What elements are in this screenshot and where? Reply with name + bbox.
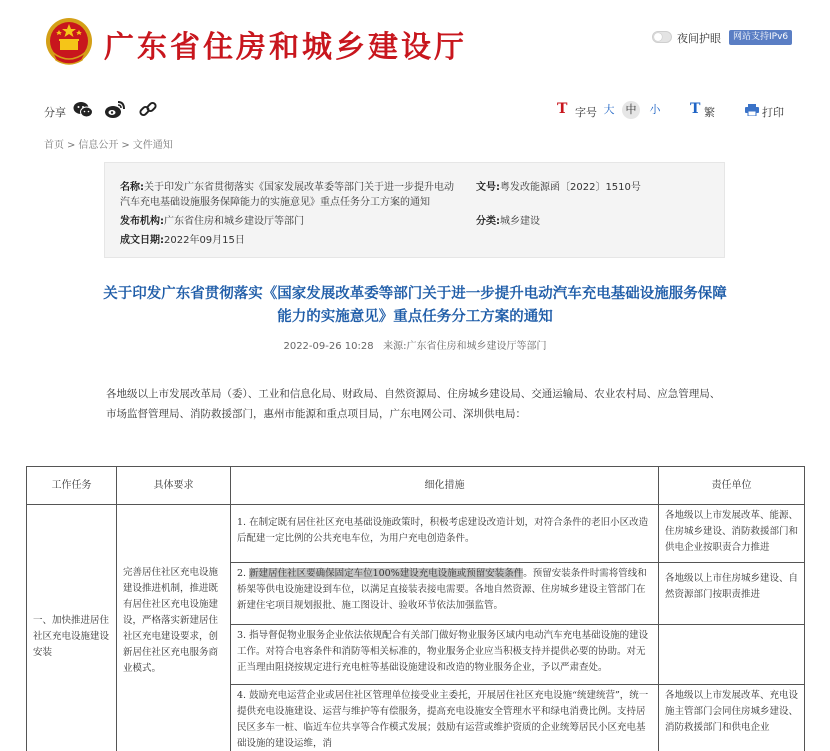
meta-category-value: 城乡建设 [500,216,540,227]
meta-org-label: 发布机构: [120,216,164,227]
meta-name [120,180,456,210]
weibo-icon[interactable] [104,100,126,120]
source-label: 来源: [383,341,407,352]
breadcrumb [44,136,173,151]
table-unit-cell: 各地级以上市发展改革、充电设施主管部门会同住房城乡建设、消防救援部门和供电企业 [659,685,805,751]
table-measure-row: 4. 鼓励充电运营企业或居住社区管理单位接受业主委托，开展居住社区充电设施“统建统营”，统一提供充电设施建设、运营与维护等有偿服务，提高充电设施安全管理水平和绿电消费比例。支持居民区多车一桩、临近车位共享等合作模式发展；鼓励有运营或维护资质的企业统筹居民小区充电基础设施的建设运维，消 [231,685,659,751]
ipv6-badge: 网站支持IPv6 [729,30,792,45]
table-task-cell: 一、加快推进居住社区充电设施建设安装 [27,505,117,751]
publish-time: 2022-09-26 10:28 [283,341,374,352]
breadcrumb-separator: > [67,140,76,151]
breadcrumb-info-public[interactable]: 信息公开 [78,140,119,151]
wechat-icon[interactable] [72,100,94,120]
font-size-large-button[interactable]: 大 [603,103,615,116]
meta-name-value: 关于印发广东省贯彻落实《国家发展改革委等部门关于进一步提升电动汽车充电基础设施服务保障能力的实施意见》重点任务分工方案的通知 [120,182,454,208]
print-button[interactable]: 打印 [762,106,784,119]
traditional-chinese-button[interactable]: 繁 [704,106,715,119]
meta-docno-label: 文号: [476,182,500,193]
article-title: 关于印发广东省贯彻落实《国家发展改革委等部门关于进一步提升电动汽车充电基础设施服务保障能力的实施意见》重点任务分工方案的通知 [103,286,727,325]
breadcrumb-separator: > [121,140,130,151]
task-table-image [26,466,805,751]
meta-org [120,214,304,229]
table-header-requirement: 具体要求 [117,467,231,505]
eye-care-toggle[interactable] [652,31,672,43]
meta-docno-value: 粤发改能源函〔2022〕1510号 [500,182,641,193]
measure-prefix: 2. [237,568,250,579]
table-unit-cell [659,625,805,685]
meta-category-label: 分类: [476,216,500,227]
table-measure-row [231,563,659,625]
article-toolbar [0,96,830,126]
table-unit-cell: 各地级以上市发展改革、能源、住房城乡建设、消防救援部门和供电企业按职责合力推进 [659,505,805,563]
table-requirement-cell: 完善居住社区充电设施建设推进机制，推进既有居住社区充电设施建设，严格落实新建居住社区充电建设要求，创新居住社区充电服务商业模式。 [117,505,231,751]
share-label: 分享 [44,106,66,119]
print-icon[interactable] [745,104,759,116]
font-size-small-button[interactable]: 小 [649,103,661,116]
meta-date [120,233,245,248]
table-measure-row: 1. 在制定既有居住社区充电基础设施政策时，积极考虑建设改造计划，对符合条件的老旧小区改造后配建一定比例的公共充电车位，为用户充电创造条件。 [231,505,659,563]
highlighted-text: 新建居住社区要确保固定车位100%建设充电设施或预留安装条件 [249,568,524,579]
site-header [0,0,830,88]
national-emblem-icon [44,16,94,68]
table-unit-cell: 各地级以上市住房城乡建设、自然资源部门按职责推进 [659,563,805,625]
font-size-medium-button[interactable]: 中 [622,101,640,119]
table-header-measures: 细化措施 [231,467,659,505]
article-body: 各地级以上市发展改革局（委）、工业和信息化局、财政局、自然资源局、住房城乡建设局、交通运输局、农业农村局、应急管理局、市场监督管理局、消防救援部门，惠州市能源和重点项目局，广东电网公司、深圳供电局： [106,388,721,420]
measure-rest: 。预留安装条件时需将管线和桥架等供电设施建设到车位，以满足直接装表接电需要。各地自然资源、住房城乡建设主管部门在新建住宅项目规划报批、施工图设计、验收环节依法加强监管。 [237,568,647,611]
meta-name-label: 名称: [120,182,144,193]
site-title[interactable]: 广东省住房和城乡建设厅 [104,30,467,65]
link-icon[interactable] [137,100,159,120]
traditional-chinese-icon[interactable]: T [690,101,701,117]
meta-date-label: 成文日期: [120,235,164,246]
table-header-unit: 责任单位 [659,467,805,505]
meta-date-value: 2022年09月15日 [164,235,245,246]
breadcrumb-file-notice[interactable]: 文件通知 [132,140,173,151]
breadcrumb-home[interactable]: 首页 [44,140,64,151]
meta-category [476,214,540,229]
source-value: 广东省住房和城乡建设厅等部门 [406,341,547,352]
font-size-label: 字号 [575,106,597,119]
eye-care-label[interactable]: 夜间护眼 [677,32,721,45]
table-header-task: 工作任务 [27,467,117,505]
meta-docno [476,180,641,195]
table-measure-row: 3. 指导督促物业服务企业依法依规配合有关部门做好物业服务区域内电动汽车充电基础设施的建设工作。对符合电容条件和消防等相关标准的，物业服务企业应当积极支持并提供必要的协助。对无正当理由阻挠按规定进行充电桩等基础设施建设和改造的物业服务企业，予以严肃查处。 [231,625,659,685]
article-subline [0,337,830,352]
meta-org-value: 广东省住房和城乡建设厅等部门 [164,216,304,227]
document-meta-box [104,162,725,258]
font-size-icon: T [557,101,568,117]
